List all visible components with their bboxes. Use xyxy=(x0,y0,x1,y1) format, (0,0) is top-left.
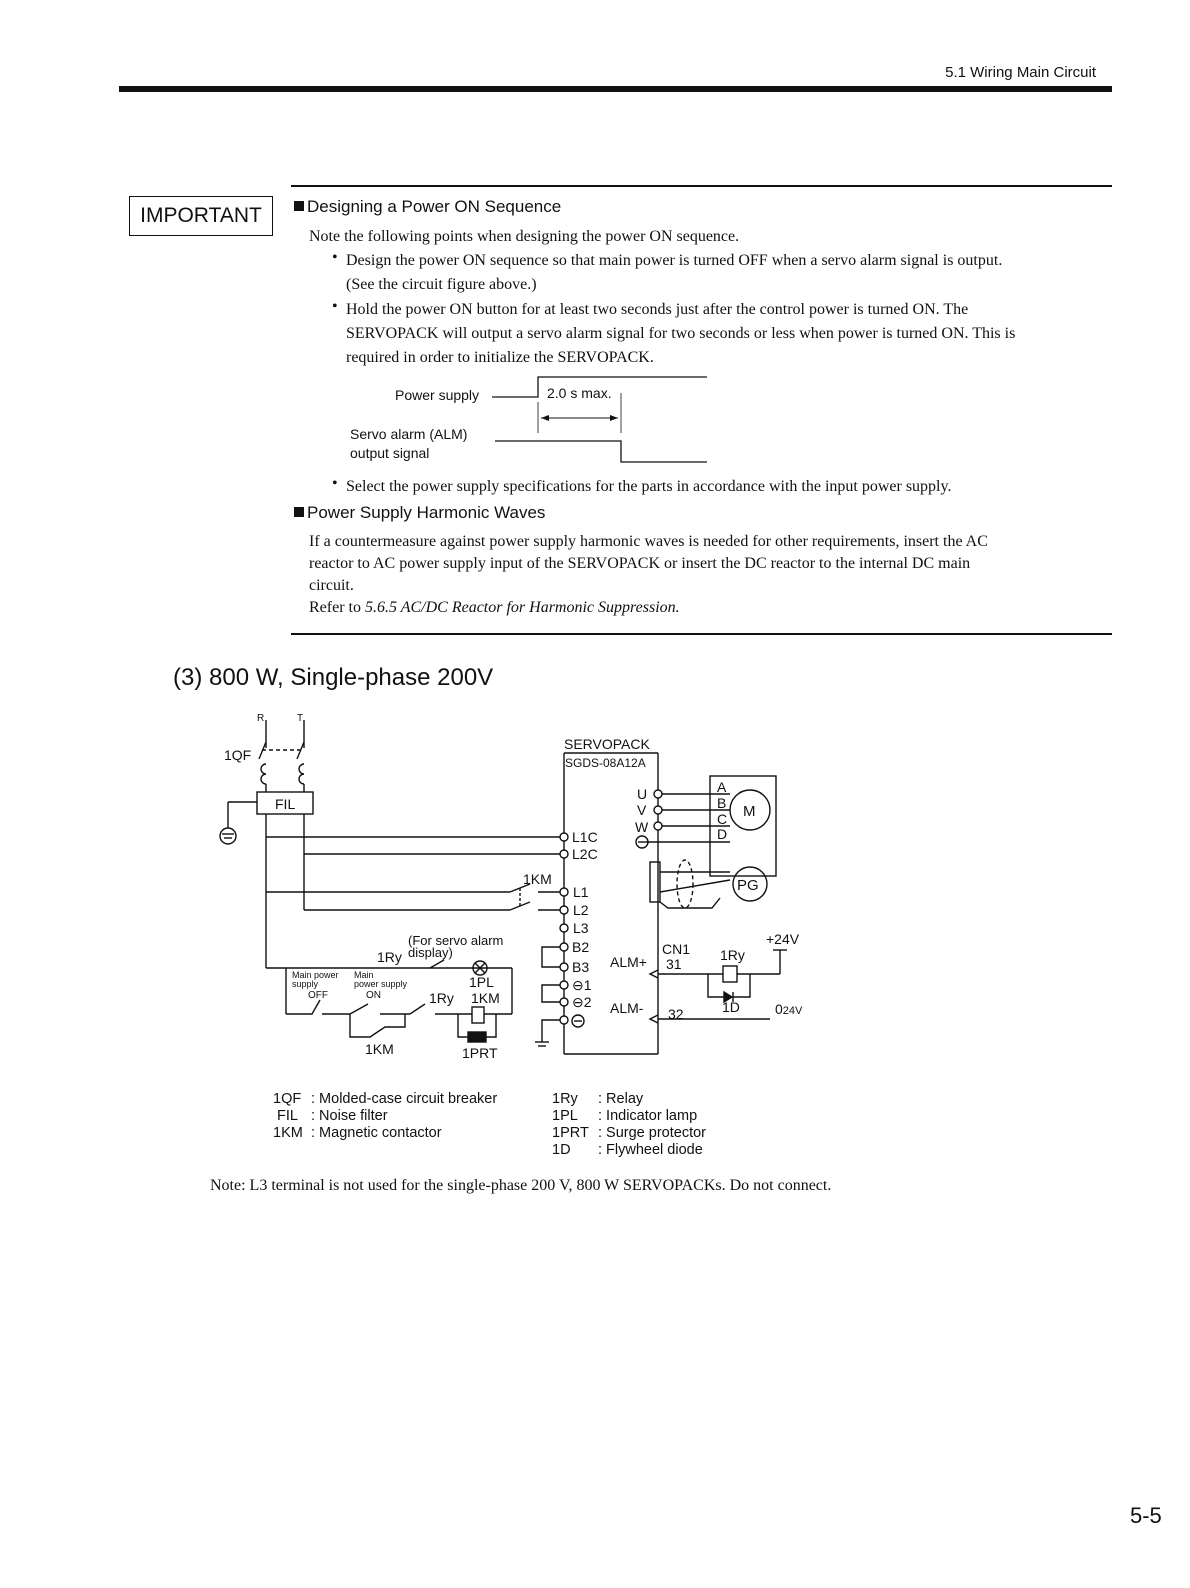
refer-line xyxy=(309,596,680,620)
label-t: T xyxy=(297,713,304,724)
label-cn1: CN1 xyxy=(662,941,691,957)
legend-desc: : Indicator lamp xyxy=(598,1108,698,1124)
relay-coil-icon xyxy=(723,966,737,982)
label-1ry-top: 1Ry xyxy=(377,949,402,965)
cn1-connector-31-icon xyxy=(650,970,658,978)
label-n2: ⊖2 xyxy=(572,994,592,1010)
jumper-n1-n2 xyxy=(542,985,560,1002)
terminal-ground xyxy=(560,1016,568,1024)
timing-alarm-label-2: output signal xyxy=(350,445,430,461)
label-zero-24v xyxy=(775,1001,803,1017)
off-label-1: Main power xyxy=(292,970,339,980)
qf-trip-t-icon xyxy=(299,764,304,784)
legend-right xyxy=(552,1091,706,1159)
section-title: (3) 800 W, Single-phase 200V xyxy=(173,664,494,691)
bullet-2-line-2: SERVOPACK will output a servo alarm signal for two seconds or less when power is turned ON. This is xyxy=(346,325,1016,342)
dimension-arrow-right-icon xyxy=(610,415,618,421)
legend-code: FIL xyxy=(277,1108,298,1124)
label-l3: L3 xyxy=(573,920,589,936)
label-b: B xyxy=(717,795,727,811)
power-on-sequence-heading xyxy=(294,197,561,217)
label-1d: 1D xyxy=(722,999,740,1015)
important-label: IMPORTANT xyxy=(129,196,273,236)
legend-code: 1Ry xyxy=(552,1091,578,1107)
harmonic-line-3: circuit. xyxy=(309,577,354,594)
label-pin32: 32 xyxy=(668,1006,684,1022)
encoder-shield-wire xyxy=(660,898,720,908)
legend-desc: : Molded-case circuit breaker xyxy=(311,1091,498,1107)
legend-code: 1D xyxy=(552,1142,571,1158)
label-l2: L2 xyxy=(573,902,589,918)
km-hold-contact xyxy=(350,1014,405,1037)
terminal-w xyxy=(654,822,662,830)
legend-row xyxy=(273,1108,497,1125)
legend-row xyxy=(552,1108,706,1125)
ground-icon xyxy=(220,828,236,844)
legend-desc: : Flywheel diode xyxy=(598,1142,703,1158)
label-b3: B3 xyxy=(572,959,590,975)
bullet-3-mark: • xyxy=(332,475,338,492)
label-alm-minus: ALM- xyxy=(610,1000,644,1016)
refer-link-text: 5.6.5 AC/DC Reactor for Harmonic Suppression. xyxy=(364,599,680,616)
cn1-connector-32-icon xyxy=(650,1015,658,1023)
surge-protector-icon xyxy=(468,1032,486,1042)
running-header: 5.1 Wiring Main Circuit xyxy=(945,64,1096,81)
terminal-l2 xyxy=(560,906,568,914)
legend-row xyxy=(552,1142,706,1159)
bullet-1-line-1: Design the power ON sequence so that main power is turned OFF when a servo alarm signal is output. xyxy=(346,252,1003,269)
bullet-1-mark: • xyxy=(332,249,338,266)
label-b2: B2 xyxy=(572,939,590,955)
page-number: 5-5 xyxy=(1130,1503,1162,1528)
legend-row xyxy=(552,1125,706,1142)
label-alm-plus: ALM+ xyxy=(610,954,647,970)
legend-code: 1KM xyxy=(273,1125,303,1141)
prt-wire-right xyxy=(486,1014,496,1037)
label-m: M xyxy=(743,803,756,820)
label-1km-mid: 1KM xyxy=(471,990,500,1006)
label-l1: L1 xyxy=(573,884,589,900)
legend-desc: : Noise filter xyxy=(311,1108,388,1124)
label-r: R xyxy=(257,713,265,724)
legend-desc: : Magnetic contactor xyxy=(311,1125,442,1141)
km-coil-icon xyxy=(472,1007,484,1023)
note-bottom-rule xyxy=(291,633,1112,635)
bullet-3-text: Select the power supply specifications for the parts in accordance with the input power supply. xyxy=(346,478,952,495)
header-rule xyxy=(119,86,1112,92)
label-a: A xyxy=(717,779,727,795)
timing-diagram xyxy=(345,373,715,473)
terminal-n1 xyxy=(560,981,568,989)
bullet-1-line-2: (See the circuit figure above.) xyxy=(346,276,537,293)
terminal-u xyxy=(654,790,662,798)
label-l1c: L1C xyxy=(572,829,598,845)
label-zero: 0 xyxy=(775,1001,783,1017)
timing-alarm-label-1: Servo alarm (ALM) xyxy=(350,426,468,442)
label-pin31: 31 xyxy=(666,956,682,972)
terminal-l1c xyxy=(560,833,568,841)
note-top-rule xyxy=(291,185,1112,187)
timing-max-label: 2.0 s max. xyxy=(547,385,612,401)
label-model: SGDS-08A12A xyxy=(565,756,646,770)
harmonic-line-1: If a countermeasure against power supply harmonic waves is needed for other requirements, insert the AC xyxy=(309,533,988,550)
legend-desc: : Relay xyxy=(598,1091,644,1107)
label-pg: PG xyxy=(737,877,759,894)
label-d: D xyxy=(717,826,728,842)
label-u: U xyxy=(637,786,648,802)
diode-wire-right xyxy=(733,974,750,997)
ry-alarm-contact xyxy=(430,960,444,968)
label-1prt: 1PRT xyxy=(462,1045,498,1061)
encoder-wire-2 xyxy=(660,880,730,892)
bullet-2-line-1: Hold the power ON button for at least two seconds just after the control power is turned ON. The xyxy=(346,301,969,318)
terminal-l2c xyxy=(560,850,568,858)
label-v: V xyxy=(637,802,647,818)
label-1qf: 1QF xyxy=(224,747,252,763)
label-1km-bottom: 1KM xyxy=(365,1041,394,1057)
square-bullet-icon xyxy=(294,201,304,211)
power-on-sequence-heading-text: Designing a Power ON Sequence xyxy=(307,197,562,216)
label-plus24v: +24V xyxy=(766,931,800,947)
dimension-arrow-left-icon xyxy=(541,415,549,421)
terminal-b2 xyxy=(560,943,568,951)
alarm-note-1: (For servo alarm xyxy=(408,933,504,948)
label-l2c: L2C xyxy=(572,846,598,862)
harmonic-heading-text: Power Supply Harmonic Waves xyxy=(307,503,546,522)
label-n1: ⊖1 xyxy=(572,977,592,993)
legend-row xyxy=(273,1125,497,1142)
harmonic-line-2: reactor to AC power supply input of the SERVOPACK or insert the DC reactor to the internal DC main xyxy=(309,555,971,572)
legend-row xyxy=(273,1091,497,1108)
legend-row xyxy=(552,1091,706,1108)
intro-text: Note the following points when designing the power ON sequence. xyxy=(309,228,740,245)
label-1pl: 1PL xyxy=(469,974,494,990)
shield-icon xyxy=(677,860,693,908)
off-label-2: supply xyxy=(292,979,319,989)
timing-power-supply-label: Power supply xyxy=(395,387,480,403)
square-bullet-icon xyxy=(294,507,304,517)
label-c: C xyxy=(717,811,728,827)
diode-wire-left xyxy=(708,974,724,997)
jumper-b2-b3 xyxy=(542,947,560,967)
label-servopack: SERVOPACK xyxy=(564,736,650,752)
label-1ry-right: 1Ry xyxy=(720,947,745,963)
terminal-n2 xyxy=(560,998,568,1006)
terminal-note: Note: L3 terminal is not used for the single-phase 200 V, 800 W SERVOPACKs. Do not connect. xyxy=(210,1177,832,1194)
label-fil: FIL xyxy=(275,796,296,812)
on-label-1: Main xyxy=(354,970,374,980)
legend-code: 1QF xyxy=(273,1091,302,1107)
label-w: W xyxy=(635,819,649,835)
terminal-v xyxy=(654,806,662,814)
refer-prefix: Refer to xyxy=(309,599,365,616)
legend-code: 1PL xyxy=(552,1108,578,1124)
on-label-3: ON xyxy=(366,990,381,1001)
label-1ry-mid: 1Ry xyxy=(429,990,454,1006)
prt-wire-left xyxy=(458,1014,468,1037)
on-label-2: power supply xyxy=(354,979,408,989)
ry-contact-mid xyxy=(410,1004,425,1014)
terminal-l1 xyxy=(560,888,568,896)
harmonic-heading xyxy=(294,503,545,523)
label-24v-small: 24V xyxy=(782,1005,803,1017)
bullet-2-line-3: required in order to initialize the SERVOPACK. xyxy=(346,349,654,366)
alarm-note-2: display) xyxy=(408,945,453,960)
legend-desc: : Surge protector xyxy=(598,1125,706,1141)
off-label-3: OFF xyxy=(308,990,328,1001)
alarm-waveform xyxy=(495,441,707,462)
off-switch xyxy=(286,1000,320,1014)
servopack-ground-wire xyxy=(542,1020,560,1042)
qf-trip-r-icon xyxy=(261,764,266,784)
label-1km-top: 1KM xyxy=(523,871,552,887)
terminal-l3 xyxy=(560,924,568,932)
legend-left xyxy=(273,1091,497,1142)
bullet-2-mark: • xyxy=(332,298,338,315)
legend-code: 1PRT xyxy=(552,1125,589,1141)
on-switch xyxy=(350,1004,368,1014)
terminal-b3 xyxy=(560,963,568,971)
